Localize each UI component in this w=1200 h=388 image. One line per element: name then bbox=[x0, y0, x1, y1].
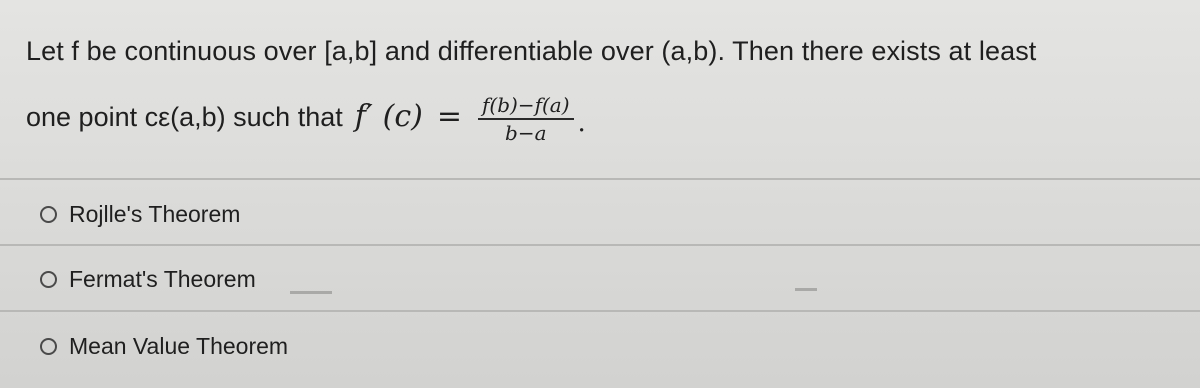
question-line-1: Let f be continuous over [a,b] and differentiable over (a,b). Then there exists at least bbox=[26, 36, 1037, 66]
option-rolles-theorem[interactable] bbox=[40, 201, 240, 228]
radio-button-icon[interactable] bbox=[40, 271, 57, 288]
option-fermats-theorem[interactable] bbox=[40, 266, 256, 293]
option-mean-value-theorem[interactable] bbox=[40, 333, 288, 360]
divider bbox=[0, 244, 1200, 246]
divider bbox=[0, 178, 1200, 180]
formula-period: . bbox=[577, 108, 586, 138]
formula-equals: = bbox=[436, 99, 463, 134]
option-label: Mean Value Theorem bbox=[69, 333, 289, 359]
radio-button-icon[interactable] bbox=[40, 338, 57, 355]
formula-numerator: f(b)−f(a) bbox=[478, 95, 574, 120]
mean-value-formula bbox=[354, 93, 586, 145]
smudge-mark bbox=[795, 288, 817, 291]
formula-argument: (c) bbox=[382, 99, 423, 134]
formula-fraction bbox=[478, 95, 574, 143]
formula-denominator: b−a bbox=[505, 121, 547, 145]
option-label: Fermat's Theorem bbox=[69, 266, 256, 292]
question-line-2 bbox=[26, 93, 586, 145]
question-line-2-text: one point cε(a,b) such that bbox=[26, 101, 343, 132]
smudge-mark bbox=[290, 291, 332, 294]
radio-button-icon[interactable] bbox=[40, 206, 57, 223]
formula-derivative: f′ bbox=[354, 99, 373, 134]
divider bbox=[0, 310, 1200, 312]
option-label: Rojlle's Theorem bbox=[69, 201, 241, 227]
